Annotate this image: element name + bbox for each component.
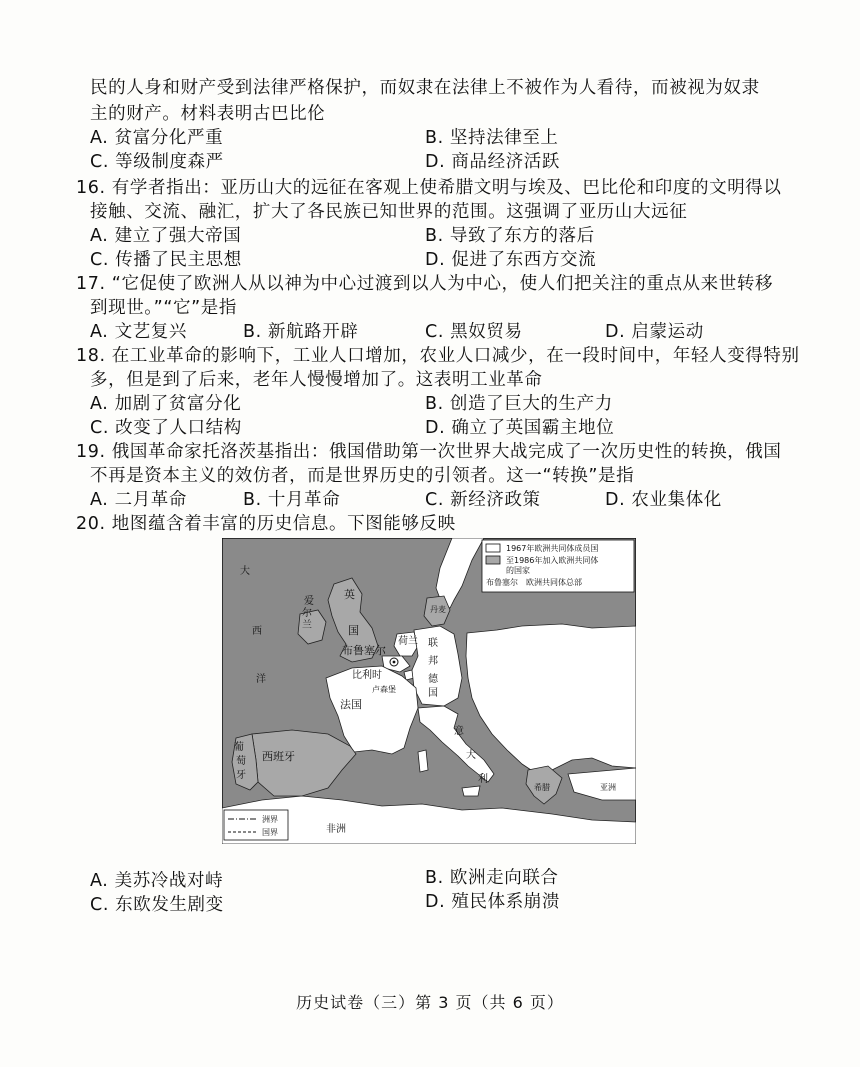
q17-stem-line-2: 到现世。”“它”是指 [90,298,237,318]
q17-option-d[interactable]: D. 启蒙运动 [605,322,704,342]
label-denmark: 丹麦 [430,605,446,614]
q18-option-c[interactable]: C. 改变了人口结构 [90,418,242,438]
legend-swatch-joined [486,556,500,564]
label-portugal-1: 葡 [234,742,244,753]
legend-country-boundary: 国界 [262,828,278,837]
label-africa: 非洲 [326,824,346,835]
q19-stem-line-2: 不再是资本主义的效仿者，而是世界历史的引领者。这一“转换”是指 [90,466,635,486]
label-ireland-3: 兰 [302,620,312,631]
label-asia: 亚洲 [600,783,616,792]
label-atlantic-1: 大 [240,566,250,577]
legend-swatch-1967 [486,544,500,552]
label-portugal-3: 牙 [236,770,246,781]
sardinia [418,750,428,772]
q15-option-d[interactable]: D. 商品经济活跃 [425,152,561,172]
label-france: 法国 [340,698,362,711]
q20-option-c[interactable]: C. 东欧发生剧变 [90,895,224,915]
label-italy-2: 大 [466,750,476,761]
map-svg [222,538,636,844]
q16-option-a[interactable]: A. 建立了强大帝国 [90,226,242,246]
label-germany-4: 国 [428,688,438,699]
q16-option-c[interactable]: C. 传播了民主思想 [90,250,242,270]
map-legend-top [482,540,634,592]
legend-hq-marker: 布鲁塞尔 [486,578,518,587]
q18-stem-line-1: 18. 在工业革命的影响下，工业人口增加，农业人口减少，在一段时间中，年轻人变得特别 [76,346,800,366]
europe-ec-map [222,538,636,844]
label-atlantic-2: 西 [252,626,262,637]
q17-option-c[interactable]: C. 黑奴贸易 [425,322,523,342]
q16-option-d[interactable]: D. 促进了东西方交流 [425,250,597,270]
q15-option-b[interactable]: B. 坚持法律至上 [425,128,559,148]
label-greece: 希腊 [534,783,550,792]
q20-option-a[interactable]: A. 美苏冷战对峙 [90,871,224,891]
q15-option-c[interactable]: C. 等级制度森严 [90,152,224,172]
label-uk-2: 国 [348,624,359,637]
q20-option-d[interactable]: D. 殖民体系崩溃 [425,892,561,912]
label-germany-2: 邦 [428,656,438,667]
page-footer: 历史试卷（三）第 3 页（共 6 页） [296,993,564,1012]
q19-stem-line-1: 19. 俄国革命家托洛茨基指出：俄国借助第一次世界大战完成了一次历史性的转换，俄国 [76,442,782,462]
q18-option-d[interactable]: D. 确立了英国霸主地位 [425,418,615,438]
q17-stem-line-1: 17. “它促使了欧洲人从以神为中心过渡到以人为中心，使人们把关注的重点从来世转移 [76,274,774,294]
brussels-marker-dot [393,661,396,664]
q15-stem-line-1: 民的人身和财产受到法律严格保护，而奴隶在法律上不被作为人看待，而被视为奴隶 [90,78,760,98]
label-ireland-1: 爱 [304,596,314,607]
q18-stem-line-2: 多，但是到了后来，老年人慢慢增加了。这表明工业革命 [90,370,543,390]
q16-option-b[interactable]: B. 导致了东方的落后 [425,226,595,246]
label-luxembourg: 卢森堡 [372,685,396,694]
label-belgium: 比利时 [352,670,382,681]
legend-continent-boundary: 洲界 [262,815,278,824]
q20-option-b[interactable]: B. 欧洲走向联合 [425,868,559,888]
sicily [462,786,480,796]
map-legend-bottom [224,810,288,840]
legend-joined-line-2: 的国家 [506,566,530,575]
label-germany-1: 联 [428,638,438,649]
label-ireland-2: 尔 [302,608,312,619]
q15-stem-line-2: 主的财产。材料表明古巴比伦 [90,104,326,124]
q18-option-b[interactable]: B. 创造了巨大的生产力 [425,394,613,414]
label-spain: 西班牙 [262,750,295,763]
label-portugal-2: 萄 [236,756,246,767]
q16-stem-line-1: 16. 有学者指出：亚历山大的远征在客观上使希腊文明与埃及、巴比伦和印度的文明得以 [76,178,782,198]
legend-joined-line-1: 至1986年加入欧洲共同体 [506,556,599,565]
label-germany-3: 德 [428,674,438,685]
q17-option-a[interactable]: A. 文艺复兴 [90,322,187,342]
label-italy-1: 意 [454,726,464,737]
q19-option-d[interactable]: D. 农业集体化 [605,490,722,510]
q18-option-a[interactable]: A. 加剧了贫富分化 [90,394,242,414]
legend-hq-text: 欧洲共同体总部 [526,578,582,587]
label-brussels: 布鲁塞尔 [342,644,386,657]
q19-option-a[interactable]: A. 二月革命 [90,490,187,510]
label-atlantic-3: 洋 [256,674,266,685]
label-uk-1: 英 [344,588,355,601]
q20-stem: 20. 地图蕴含着丰富的历史信息。下图能够反映 [76,514,456,534]
label-italy-3: 利 [478,774,488,785]
q19-option-b[interactable]: B. 十月革命 [243,490,341,510]
q16-stem-line-2: 接触、交流、融汇，扩大了各民族已知世界的范围。这强调了亚历山大远征 [90,202,688,222]
label-netherlands: 荷兰 [398,636,418,647]
q15-option-a[interactable]: A. 贫富分化严重 [90,128,224,148]
legend-members-1967: 1967年欧洲共同体成员国 [506,544,599,553]
q17-option-b[interactable]: B. 新航路开辟 [243,322,359,342]
q19-option-c[interactable]: C. 新经济政策 [425,490,541,510]
